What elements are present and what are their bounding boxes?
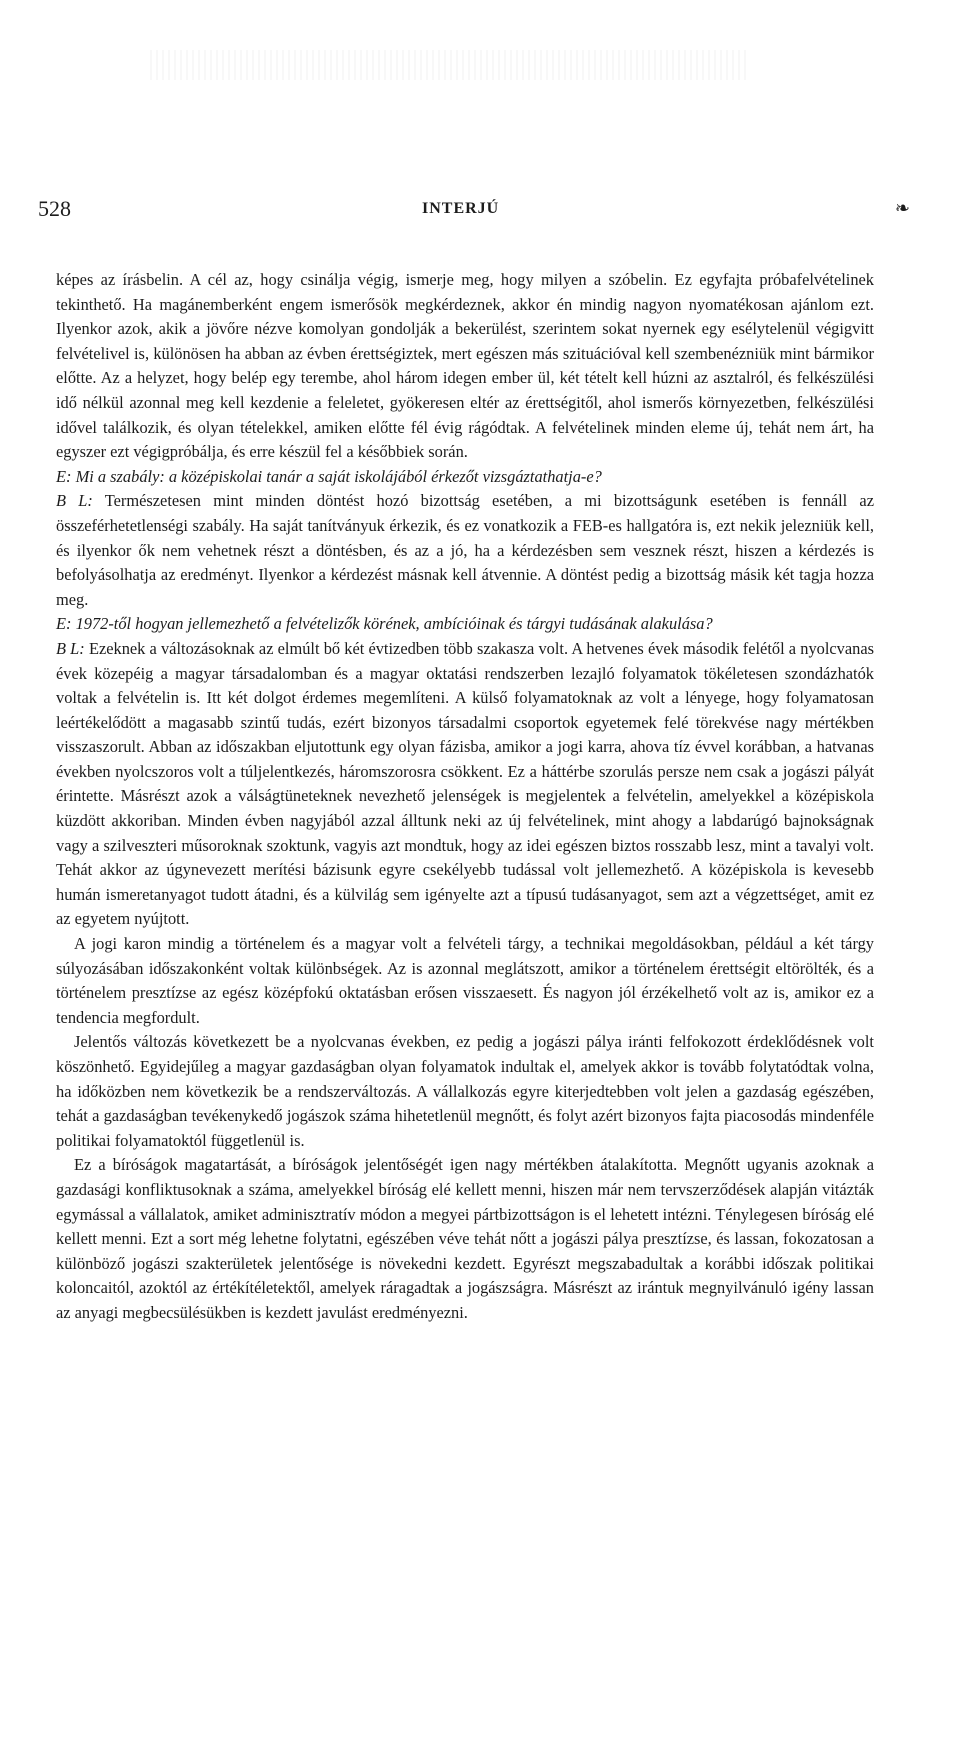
article-body: [56, 268, 874, 1326]
interviewer-question: E: 1972-től hogyan jellemezhető a felvételizők körének, ambícióinak és tárgyi tudásának alakulása?: [56, 614, 713, 634]
answer-paragraph: [56, 637, 874, 932]
paragraph: képes az írásbelin. A cél az, hogy csinálja végig, ismerje meg, hogy milyen a szóbelin. Ez egyfajta próbafelvételinek tekinthető. Ha magánemberként engem ismerősök megkérdeznek, akkor én mindig nagyon nyomatékosan ajánlom ezt. Ilyenkor azok, akik a jövőre nézve komolyan gondolják a bekerülést, szerintem sokat nyernek egy esélytelenül végigvitt felvételivel is, különösen ha abban az évben érettségiztek, mert egészen más szituációval kell szembenézniük mint bármikor előtte. Az a helyzet, hogy belép egy terembe, ahol három idegen ember ül, két tételt kell húzni az asztalról, és felkészülési idő nélkül azonnal meg kell kezdenie a feleletet, gyökeresen eltér az érettségitől, ahol ismerős környezetben, felkészülési idővel találkozik, és olyan tételekkel, amiken előtte fél évig rágódtak. A felvételinek minden eleme új, tehát nem árt, ha egyszer ezt végigpróbálja, és erre készül fel a későbbiek során.: [56, 270, 874, 462]
paragraph: A jogi karon mindig a történelem és a magyar volt a felvételi tárgy, a technikai megoldásokban, például a két tárgy súlyozásában időszakonként voltak különbségek. Az is azonnal meglátszott, amikor a történelem érettségit eltörölték, és a történelem presztízse az egész középfokú oktatásban erősen visszaesett. És nagyon jól érzékelhető volt az is, amikor ez a tendencia megfordult.: [56, 934, 874, 1027]
answer-text: Természetesen mint minden döntést hozó bizottság esetében, a mi bizottságunk esetében is fennáll az összeférhetetlenségi szabály. Ha saját tanítványuk érkezik, és ez vonatkozik a FEB-es hallgatóra is, ezt nekik jelezniük kell, és ilyenkor ők nem vehetnek részt a döntésben, és az a jó, ha a kérdezésben sem vesznek részt, hiszen a kérdezés is befolyásolhatja az eredményt. Ilyenkor a kérdezést másnak kell átvennie. A döntést pedig a bizottság másik két tagja hozza meg.: [56, 491, 874, 609]
paragraph: Jelentős változás következett be a nyolcvanas években, ez pedig a jogászi pálya iránti felfokozott érdeklődésnek volt köszönhető. Egyidejűleg a magyar gazdaságban olyan folyamatok indultak el, amelyek akkor is tovább folytatódtak volna, ha időközben nem következik be a rendszerváltozás. A vállalkozás egyre kiterjedtebben volt jelen a gazdaság egészében, tehát a gazdaságban tevékenykedő jogászok száma hihetetlenül megnőtt, és folyt azért bizonyos fajta piacosodás mindenféle politikai folyamatoktól függetlenül is.: [56, 1032, 874, 1150]
page-number: 528: [38, 196, 71, 221]
scan-artifact: [150, 50, 750, 80]
page-header: [38, 196, 918, 226]
paragraph: Ez a bíróságok magatartását, a bíróságok jelentőségét igen nagy mértékben átalakította. Megnőtt ugyanis azoknak a gazdasági konfliktusoknak a száma, amelyekkel bíróság elé kellett menni, hiszen már nem tervszerződések alapján vitázták egymással a vállalatok, amiket adminisztratív módon a megyei pártbizottságon is el lehetett intézni. Ténylegesen bíróság elé kellett menni. Ezt a sort még lehetne folytatni, egészében véve tehát nőtt a jogászi pálya presztízse, és lassan, fokozatosan a különböző jogászi szakterületek jelentősége is növekedni kezdett. Egyrészt megszabadultak a korábbi időszak politikai koloncaitól, azoktól az értékítéletektől, amelyek ráragadtak a jogászságra. Másrészt az irántuk megnyilvánuló igény lassan az anyagi megbecsülésükben is kezdett javulást eredményezni.: [56, 1155, 874, 1322]
answer-paragraph: [56, 489, 874, 612]
answer-text: Ezeknek a változásoknak az elmúlt bő két évtizedben több szakasza volt. A hetvenes évek második felétől a nyolcvanas évek közepéig a magyar társadalomban és a magyar oktatási rendszerben lezajló folyamatok tökéletesen szondázhatók voltak a felvételin is. Itt két dolgot érdemes megemlíteni. A külső folyamatoknak az volt a lényege, hogy folyamatosan leértékelődött a magasabb szintű tudás, ezért bizonyos társadalmi csoportok egyetemek felé törekvése nagy mértékben visszaszorult. Abban az időszakban eljutottunk egy olyan fázisba, amikor a jogi karra, ahova tíz évvel korábban, a hatvanas években nyolcszoros volt a túljelentkezés, háromszorosra csökkent. Ez a háttérbe szorulás persze nem csak a jogászi pályát érintette. Másrészt azok a válságtüneteknek nevezhető jelenségek is megjelentek a felvételin, amelyekkel a középiskola küzdött akkoriban. Minden évben nagyjából azzal álltunk neki az új felvételinek, mint ahogy a labdarúgó bajnokságnak vagy a szilveszteri műsoroknak szoktunk, vagyis azt mondtuk, hogy az idei egészen biztos rosszabb lesz, mint a tavalyi volt. Tehát akkor az úgynevezett merítési bázisunk egyre csekélyebb tudással volt jellemezhető. A középiskola is kevesebb humán ismeretanyagot tudott átadni, és a külvilág sem igényelte azt a típusú tudásanyagot, sem azt a végzettséget, amit ez az egyetem nyújtott.: [56, 638, 874, 929]
running-title: INTERJÚ: [422, 200, 500, 217]
interviewer-question: E: Mi a szabály: a középiskolai tanár a saját iskolájából érkezőt vizsgáztathatja-e?: [56, 466, 602, 486]
speaker-label: B L:: [56, 638, 85, 658]
speaker-label: B L:: [56, 491, 93, 511]
ornament-icon: ❧: [894, 198, 910, 218]
